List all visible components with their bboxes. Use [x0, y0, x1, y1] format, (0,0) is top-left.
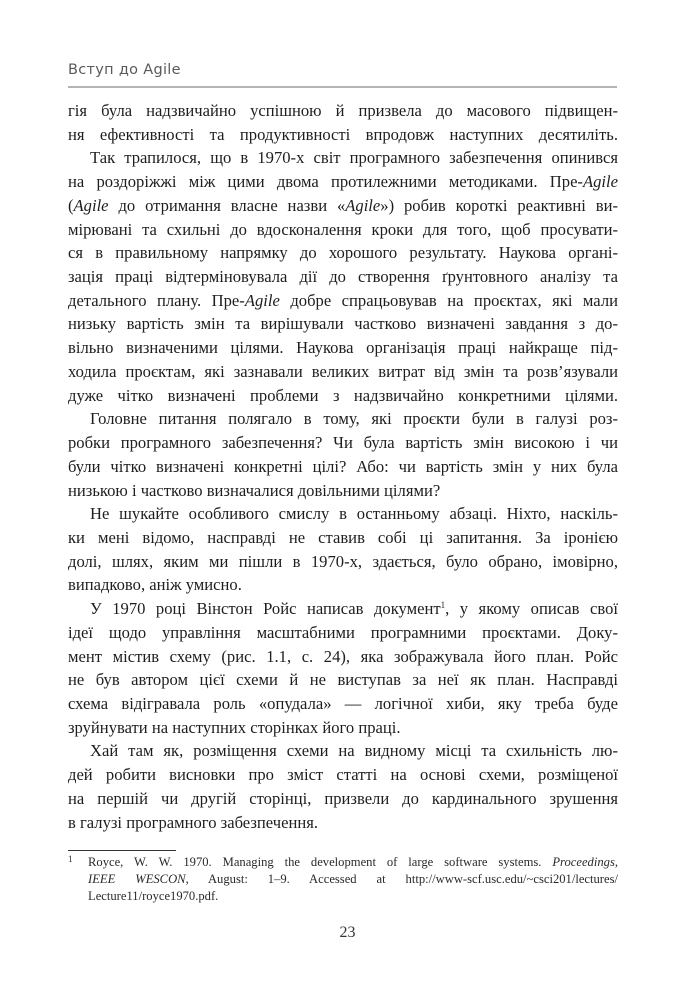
text-segment: Хай там як, розміщення схеми на видному місці та схильність лю-: [90, 741, 618, 761]
text-line: [68, 146, 618, 170]
running-head-title: Вступ до Agile: [68, 62, 181, 78]
text-line: [68, 811, 618, 835]
italic-text: IEEE WESCON: [88, 872, 186, 886]
text-segment: , у якому описав свої: [445, 599, 618, 619]
footnote-reference: 1: [440, 600, 446, 611]
text-segment: У 1970 році Вінстон Ройс написав документ: [90, 599, 441, 619]
footnote: [68, 854, 618, 905]
footnote-line: [88, 854, 618, 871]
footnote-divider: [68, 850, 176, 851]
text-line: [68, 241, 618, 265]
text-segment: низькою і частково визначалися довільними цілями?: [68, 480, 441, 500]
text-segment: дей робити висновки про зміст статті на основі схеми, розміщеної: [68, 765, 618, 785]
text-segment: мірювані та схильні до вдосконалення кроки для того, щоб просувати-: [68, 219, 618, 239]
text-line: [68, 218, 618, 242]
text-segment: зація праці відтерміновувала дії до створення ґрунтовного аналізу та: [68, 267, 618, 287]
text-line: [68, 312, 618, 336]
text-segment: вільно визначеними цілями. Наукова організація праці найкраще під-: [68, 338, 618, 358]
text-segment: Головне питання полягало в тому, які проєкти були в галузі роз-: [90, 409, 618, 429]
text-segment: добре спрацьовував на проєктах, які мали: [279, 290, 618, 310]
text-segment: ідеї щодо управління масштабними програмними проєктами. Доку-: [68, 622, 618, 642]
text-line: [68, 170, 618, 194]
text-segment: робки програмного забезпечення? Чи була вартість змін високою і чи: [68, 433, 618, 453]
text-line: [68, 787, 618, 811]
text-line: [68, 194, 618, 218]
text-line: [68, 455, 618, 479]
text-segment: ся в правильному напрямку до хорошого результату. Наукова органі-: [68, 243, 618, 263]
text-line: [68, 289, 618, 313]
text-line: [68, 716, 618, 740]
text-line: [68, 597, 618, 621]
text-segment: , August: 1–9. Accessed at http://www-scf.usc.edu/~csci201/lectures/: [185, 872, 618, 886]
footnote-line: [88, 871, 618, 888]
text-line: [68, 692, 618, 716]
footnote-line: [88, 888, 618, 905]
text-segment: до отримання власне назви «: [108, 195, 346, 215]
text-line: [68, 431, 618, 455]
text-line: [68, 645, 618, 669]
text-line: [68, 526, 618, 550]
text-segment: низьку вартість змін та вирішували частково визначені завдання з до-: [68, 314, 618, 334]
text-line: [68, 763, 618, 787]
text-line: [68, 739, 618, 763]
text-segment: зруйнувати на наступних сторінках його праці.: [68, 717, 401, 737]
italic-text: Agile: [73, 195, 109, 215]
italic-text: Proceedings,: [552, 855, 618, 869]
text-segment: на першій чи другій сторінці, призвели до кардинального зрушення: [68, 788, 618, 808]
text-line: [68, 479, 618, 503]
text-line: [68, 265, 618, 289]
text-line: [68, 123, 618, 147]
text-segment: долі, шлях, яким ми пішли в 1970-х, здається, було обрано, імовірно,: [68, 551, 618, 571]
text-line: [68, 502, 618, 526]
body-text: [68, 99, 618, 834]
text-line: [68, 384, 618, 408]
text-segment: (: [68, 195, 74, 215]
text-segment: випадково, аніж умисно.: [68, 575, 242, 595]
text-line: [68, 668, 618, 692]
text-segment: ») робив короткі реактивні ви-: [380, 195, 618, 215]
text-line: [68, 621, 618, 645]
text-segment: ня ефективності та продуктивності впродовж наступних десятиліть.: [68, 124, 618, 144]
page-number: 23: [339, 924, 356, 941]
italic-text: Agile: [582, 172, 618, 192]
text-segment: Не шукайте особливого смислу в останньому абзаці. Ніхто, наскіль-: [90, 504, 618, 524]
text-segment: в галузі програмного забезпечення.: [68, 812, 318, 832]
italic-text: Agile: [244, 290, 280, 310]
text-line: [68, 573, 618, 597]
header-divider: [68, 86, 617, 88]
text-segment: дуже чітко визначені проблеми з надзвичайно конкретними цілями.: [68, 385, 618, 405]
text-line: [68, 336, 618, 360]
text-segment: на роздоріжжі між цими двома протилежними методиками. Пре-: [68, 172, 583, 192]
footnote-mark: 1: [68, 854, 73, 864]
text-segment: схема відігравала роль «опудала» — логічної хиби, яку треба буде: [68, 693, 618, 713]
text-line: [68, 407, 618, 431]
text-segment: детального плану. Пре-: [68, 290, 245, 310]
text-segment: гія була надзвичайно успішною й призвела до масового підвищен-: [68, 101, 618, 120]
text-line: [68, 360, 618, 384]
italic-text: Agile: [345, 195, 381, 215]
text-segment: ходила проєктам, які зазнавали великих витрат від змін та розв’язували: [68, 361, 618, 381]
text-line: [68, 550, 618, 574]
text-segment: ки мені відомо, насправді не ставив собі ці запитання. За іронією: [68, 527, 618, 547]
text-segment: Royce, W. W. 1970. Managing the development of large software systems.: [88, 855, 553, 869]
text-segment: не був автором цієї схеми й не виступав за неї як план. Насправді: [68, 670, 618, 690]
text-segment: Lecture11/royce1970.pdf.: [88, 889, 219, 903]
text-segment: були чітко визначені конкретні цілі? Або: чи вартість змін у них була: [68, 456, 618, 476]
text-segment: мент містив схему (рис. 1.1, с. 24), яка зображувала його план. Ройс: [68, 646, 618, 666]
text-segment: Так трапилося, що в 1970-х світ програмного забезпечення опинився: [90, 148, 618, 168]
text-line: [68, 99, 618, 123]
